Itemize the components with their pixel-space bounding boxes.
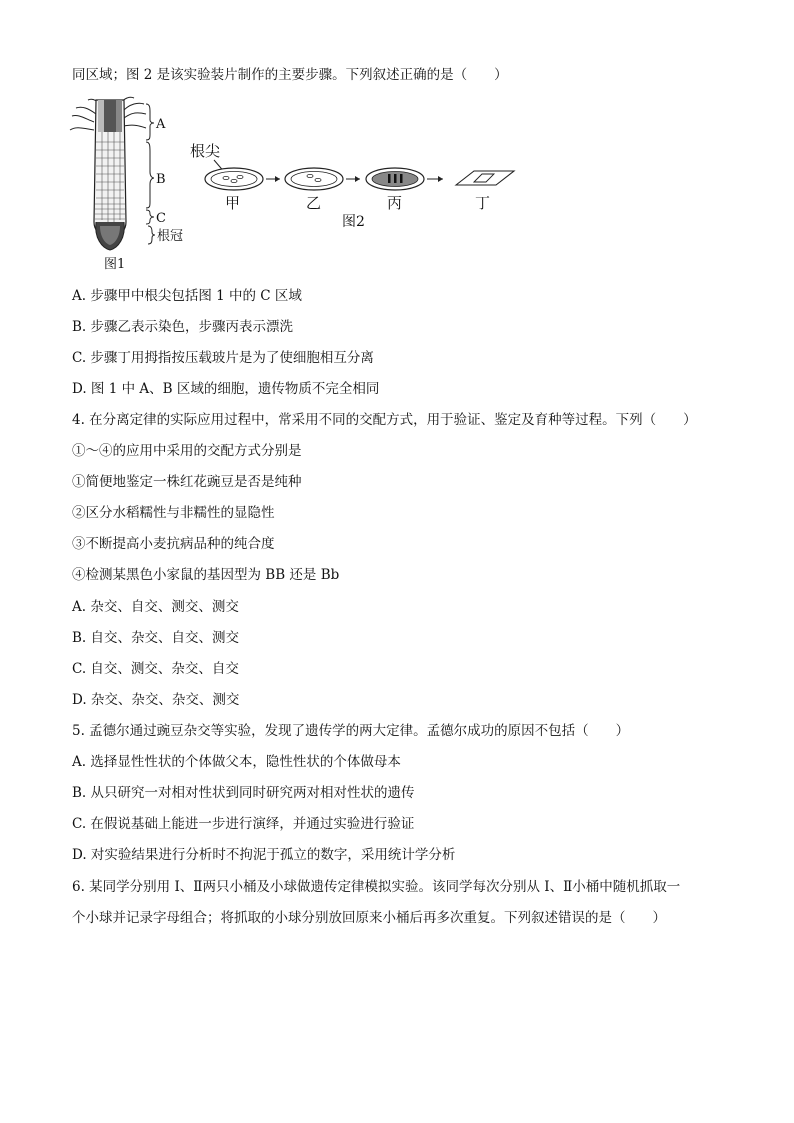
root-tip-label: 根尖 bbox=[190, 142, 221, 160]
q4-option-c: C. 自交、测交、杂交、自交 bbox=[72, 661, 239, 677]
region-a-label: A bbox=[156, 117, 166, 132]
figure2-caption: 图2 bbox=[342, 214, 365, 230]
q4-option-a: A. 杂交、自交、测交、测交 bbox=[72, 599, 239, 615]
q4-item-3: ③不断提高小麦抗病品种的纯合度 bbox=[72, 536, 275, 552]
q4-option-b: B. 自交、杂交、自交、测交 bbox=[72, 630, 240, 646]
q4-stem-line2: ①～④的应用中采用的交配方式分别是 bbox=[72, 443, 302, 459]
step-bing-label: 丙 bbox=[387, 194, 403, 212]
slide-ding bbox=[456, 171, 514, 185]
q5-stem: 5. 孟德尔通过豌豆杂交等实验，发现了遗传学的两大定律。孟德尔成功的原因不包括（ ） bbox=[72, 723, 630, 739]
q3-option-a: A. 步骤甲中根尖包括图 1 中的 C 区域 bbox=[72, 288, 302, 304]
dish-jia bbox=[205, 168, 263, 190]
region-b-label: B bbox=[156, 172, 166, 187]
step-yi-label: 乙 bbox=[306, 194, 322, 212]
root-tip-diagram bbox=[70, 97, 183, 272]
dish-bing bbox=[366, 168, 424, 190]
q3-option-d: D. 图 1 中 A、B 区域的细胞，遗传物质不完全相同 bbox=[72, 381, 380, 397]
q5-option-a: A. 选择显性性状的个体做父本，隐性性状的个体做母本 bbox=[72, 754, 401, 770]
root-cap-label: 根冠 bbox=[157, 229, 184, 244]
q4-option-d: D. 杂交、杂交、杂交、测交 bbox=[72, 692, 240, 708]
q3-option-c: C. 步骤丁用拇指按压载玻片是为了使细胞相互分离 bbox=[72, 350, 374, 366]
step-ding-label: 丁 bbox=[475, 194, 491, 212]
q4-item-2: ②区分水稻糯性与非糯性的显隐性 bbox=[72, 505, 275, 521]
region-c-label: C bbox=[156, 211, 166, 226]
q6-stem-line2: 个小球并记录字母组合；将抓取的小球分别放回原来小桶后再多次重复。下列叙述错误的是（ ） bbox=[72, 910, 666, 926]
q4-item-4: ④检测某黑色小家鼠的基因型为 BB 还是 Bb bbox=[72, 567, 340, 583]
step-jia-label: 甲 bbox=[225, 194, 241, 212]
q5-option-b: B. 从只研究一对相对性状到同时研究两对相对性状的遗传 bbox=[72, 785, 415, 801]
q5-option-c: C. 在假说基础上能进一步进行演绎，并通过实验进行验证 bbox=[72, 816, 415, 832]
q3-option-b: B. 步骤乙表示染色，步骤丙表示漂洗 bbox=[72, 319, 294, 335]
slide-steps-diagram bbox=[190, 142, 514, 230]
q6-stem-line1: 6. 某同学分别用 Ⅰ、Ⅱ两只小桶及小球做遗传定律模拟实验。该同学每次分别从 Ⅰ、Ⅱ小桶中随机抓取一 bbox=[72, 879, 681, 895]
question-intro-text: 同区域；图 2 是该实验装片制作的主要步骤。下列叙述正确的是（ ） bbox=[72, 67, 508, 83]
dish-yi bbox=[285, 168, 343, 190]
q5-option-d: D. 对实验结果进行分析时不拘泥于孤立的数字，采用统计学分析 bbox=[72, 847, 456, 863]
experiment-figure bbox=[66, 92, 526, 274]
figure1-caption: 图1 bbox=[104, 257, 126, 272]
q4-item-1: ①简便地鉴定一株红花豌豆是否是纯种 bbox=[72, 474, 302, 490]
q4-stem-line1: 4. 在分离定律的实际应用过程中，常采用不同的交配方式，用于验证、鉴定及育种等过程。下列（ ） bbox=[72, 412, 697, 428]
